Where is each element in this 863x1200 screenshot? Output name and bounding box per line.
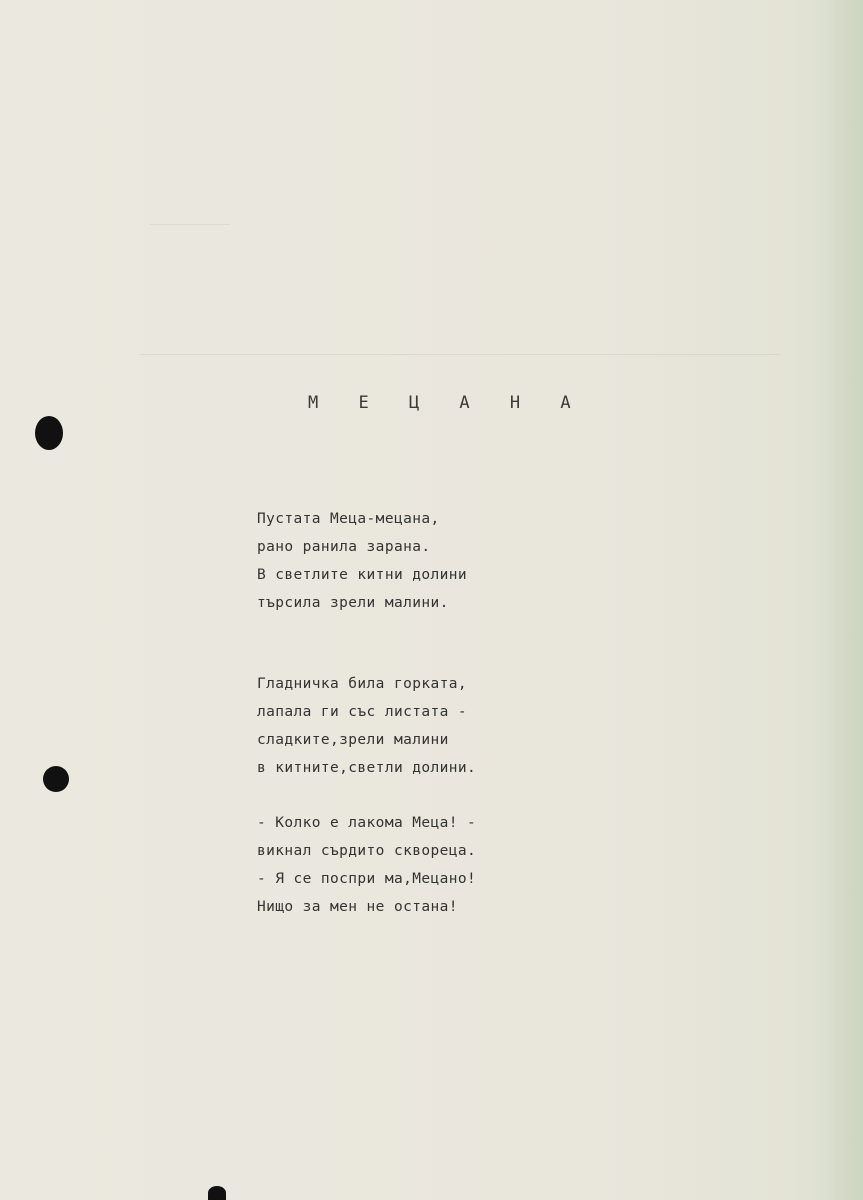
paper-fold-line [140,354,780,355]
stanza-spacer [257,617,577,670]
poem-line: Нищо за мен не остана! [257,899,458,915]
paper-edge-shadow [823,0,863,1200]
punch-hole [208,1186,226,1200]
poem-line: сладките,зрели малини [257,732,449,748]
poem-body [257,505,577,921]
poem-line: - Я се поспри ма,Мецано! [257,871,477,887]
poem-line: рано ранила зарана. [257,539,431,555]
paper-crease [150,224,230,225]
poem-title: М Е Ц А Н А [308,393,586,413]
poem-line: викнал сърдито сквореца. [257,843,477,859]
poem-line: Пустата Меца-мецана, [257,511,440,527]
stanza [257,505,577,617]
punch-hole [35,416,63,450]
poem-line: - Колко е лакома Меца! - [257,815,477,831]
stanza-spacer [257,782,577,809]
poem-line: В светлите китни долини [257,567,467,583]
poem-line: търсила зрели малини. [257,595,449,611]
poem-line: в китните,светли долини. [257,760,477,776]
punch-hole [43,766,69,792]
stanza [257,670,577,782]
poem-line: лапала ги със листата - [257,704,467,720]
stanza [257,809,577,921]
poem-line: Гладничка била горката, [257,676,467,692]
